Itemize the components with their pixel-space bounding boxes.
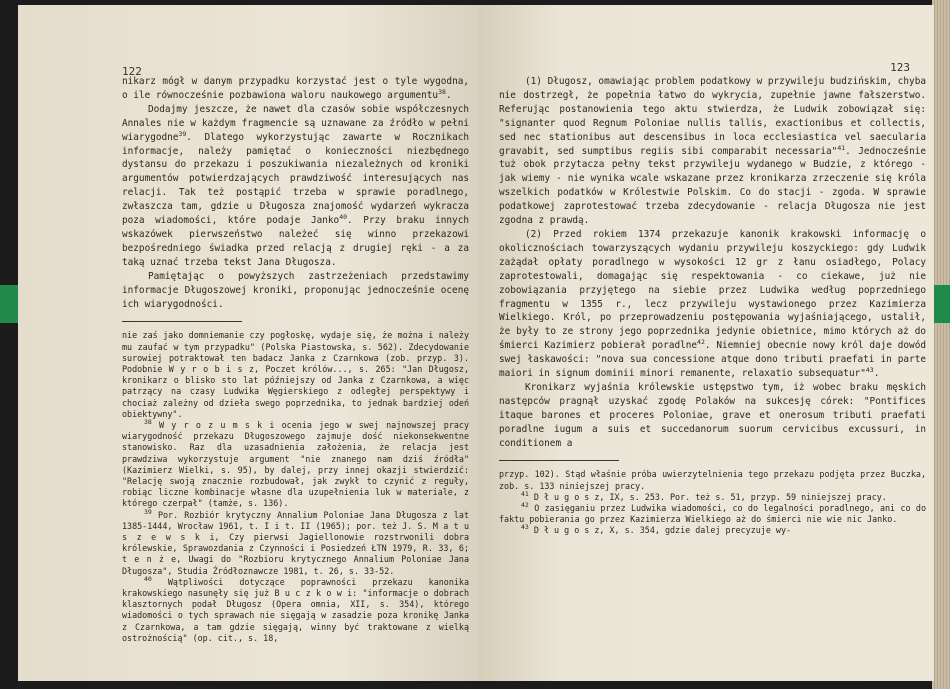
main-text — [122, 75, 469, 311]
paragraph: Dodajmy jeszcze, że nawet dla czasów sobie współczesnych Annales nie w każdym fragmencie są uznawane za źródło w pełni wiarygodne$^{39}$. Dlatego wykorzystując zawarte w Rocznikach informacje, należy pamiętać o konieczności niezbędnego dystansu do przekazu i poszukiwania niezależnych od kroniki argumentów potwierdzających prawdziwość interesujących nas relacji. Tak też postąpić trzeba w sprawie poradlnego, zwłaszcza tam, gdzie u Długosza znajomość wydarzeń wykracza poza wiadomości, które podaje Janko$^{40}$. Przy braku innych wskazówek pierwszeństwo należeć się winno przekazowi bezpośredniego świadka przed relacją z drugiej ręki - a za taką uznać trzeba tekst Jana Długosza. — [122, 103, 469, 268]
main-text — [499, 75, 926, 450]
footnote: $^{43}$ D ł u g o s z, X, s. 354, gdzie dalej precyzuje wy- — [521, 523, 792, 536]
paragraph: (1) Długosz, omawiając problem podatkowy w przywileju budzińskim, chyba nie dostrzegł, że popełnia łatwo do wykrycia, zupełnie jawne fałszerstwo. Referując postanowienia tego aktu stwierdza, że Ludwik zobowiązał się: "signanter quod Regnum Poloniae nullis tallis, exactionibus et collectis, sed nec stationibus aut descensibus in loca ecclesiastica vel saecularia gravabit, sed sumptibus regiis sibi comparabit necessaria"$^{41}$. Jednocześnie tuż obok przytacza pełny tekst przywileju wydanego w Budzie, z którego - jak wiemy - nie wynika wcale wskazane przez kronikarza zrzeczenie się króla wszelkich podatków w Królestwie Polskim. Co do stacji - zgoda. W sprawie podatkowej zaprotestować trzeba zdecydowanie - relacja Długosza nie jest zgodna z prawdą. — [499, 76, 926, 227]
footnote-rule — [499, 460, 619, 461]
footnote: $^{40}$ Wątpliwości dotyczące poprawności przekazu kanonika krakowskiego nasunęły się już B u c z k o w i: "informacje o dobrach klasztornych podał Długosz (Opera omnia, XII, s. 354), którego wiadomości o tych sprawach nie sięgają w zasadzie poza kronikę Janka z Czarnkowa, a tam gdzie sięgają, winny być traktowane z wielką ostrożnością" (op. cit., s. 18, — [122, 575, 470, 643]
footnote: przyp. 102). Stąd właśnie próba uwierzytelnienia tego przekazu podjęta przez Buczka, zob. s. 133 niniejszej pracy. — [499, 469, 926, 491]
page-number: 122 — [122, 65, 142, 78]
footnote: $^{38}$ W y r o z u m s k i ocenia jego w swej najnowszej pracy wiarygodność przekazu Długoszowego zajmuje dość niekonsekwentne stanowisko. Raz dla uzasadnienia założenia, że relacja jest prawdziwa wykorzystuje argument "nie znanego nam dziś źródła" (Kazimierz Wielki, s. 95), by dalej, przy innej okazji stwierdzić: "Relację swoją znacznie rozbudował, jak zwykł to czynić z reguły, robiąc liczne kombinacje własne dla uzupełnienia luk w materiale, z którego czerpał" (tamże, s. 136). — [122, 418, 469, 509]
right-page — [479, 5, 934, 681]
footnote: $^{41}$ D ł u g o s z, IX, s. 253. Por. też s. 51, przyp. 59 niniejszej pracy. — [521, 490, 887, 502]
footnotes — [499, 469, 926, 536]
paragraph: (2) Przed rokiem 1374 przekazuje kanonik krakowski informację o okolicznościach towarzyszących wydaniu przywileju koszyckiego: gdy Ludwik zażądał opłaty poradlnego w wysokości 12 gr z łanu osiadłego, Polacy zaprotestowali, domagając się respektowania - co ciekawe, już nie zobowiązania przyjętego na siebie przez Ludwika według poprzedniego fragmentu w 1355 r., lecz przywileju wystawionego przez Kazimierza Wielkiego. Król, po przeprowadzeniu postępowania wyjaśniającego, ustalił, że były to ze strony jego poprzednika jedynie obietnice, mimo których aż do śmierci Kazimierz pobierał poradlne$^{42}$. Niemniej obecnie nowy król daje dowód swej łaskawości: "nova sua concessione atque dono tributi praefati in parte maiori in signum dominii minori remanente, relaxatio subsequatur"$^{43}$. — [499, 228, 926, 380]
paragraph: Pamiętając o powyższych zastrzeżeniach przedstawimy informacje Długoszowej kroniki, proponując jednocześnie ocenę ich wiarygodności. — [122, 270, 469, 310]
footnotes — [122, 330, 469, 644]
book-page-edges — [932, 0, 950, 689]
footnote-rule — [122, 321, 242, 322]
footnote: $^{42}$ O zasięganiu przez Ludwika wiadomości, co do legalności poradlnego, ani co do faktu pobierania go przez Kazimierza Wielkiego aż do śmierci nie wie nic Janko. — [499, 501, 927, 525]
footnote: nie zaś jako domniemanie czy pogłoskę, wydaje się, że można i należy mu zaufać w tym przypadku" (Polska Piastowska, s. 562). Zdecydowanie surowiej potraktował ten badacz Janka z Czarnkowa (zob. przyp. 3). Podobnie W y r o b i s z, Poczet królów..., s. 265: "Jan Długosz, kronikarz o blisko sto lat późniejszy od Janka z Czarnkowa, a więc patrzący na czasy Ludwika Węgierskiego z odległej perspektywy i chociaż zależny od dzieła swego poprzednika, to jednak bardziej odeń obiektywny". — [122, 330, 469, 419]
footnote: $^{39}$ Por. Rozbiór krytyczny Annalium Poloniae Jana Długosza z lat 1385-1444, Wrocław 1961, t. I i t. II (1965); por. też J. S. M a t u s z e w s k i, Czy pierwsi Jagiellonowie rozstrwonili dobra królewskie, Sprawozdania z Czynności i Posiedzeń ŁTN 1979, R. 33, 6; t e n ż e, Uwagi do "Rozbioru krytycznego Annalium Poloniae Jana Długosza", Studia Źródłoznawcze 1981, t. 26, s. 33-52. — [122, 507, 469, 576]
paragraph: nikarz mógł w danym przypadku korzystać jest o tyle wygodna, o ile równocześnie pozbawiona waloru naukowego argumentu$^{38}$. — [122, 76, 469, 101]
paragraph: Kronikarz wyjaśnia królewskie ustępstwo tym, iż wobec braku męskich następców pragnął uzyskać zgodę Polaków na sukcesję córek: "Pontifices itaque barones et proceres Poloniae, grave et onerosum tributi praefati poradlne iugum a suis et succedanorum suorum cervicibus excussuri, in conditionem a — [499, 381, 926, 449]
page-number: 123 — [890, 61, 910, 74]
left-page — [18, 5, 479, 681]
